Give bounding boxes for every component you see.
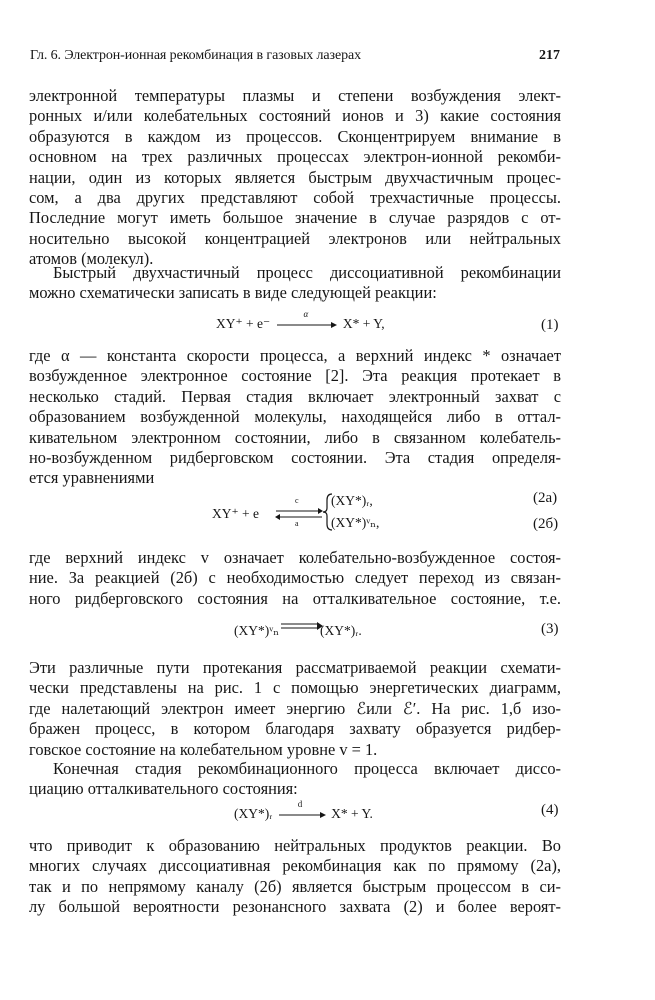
eq2-rate-bottom: a: [295, 519, 299, 528]
eq1-left: XY⁺ + e⁻: [216, 316, 271, 331]
text-line: атомов (молекул).: [29, 249, 154, 269]
eq3-right: (XY*)ᵣ.: [320, 623, 362, 638]
text-line: многих случаях диссоциативная рекомбинация как по прямому (2а),: [29, 856, 561, 876]
text-line: где α — константа скорости процесса, а верхний индекс * означает: [29, 346, 561, 365]
eq2-bottom-product: (XY*)ᵛₙ,: [331, 515, 380, 530]
text-line: сом, а два других представляют собой трехчастичные процессы.: [29, 187, 561, 207]
paragraph-5: [29, 658, 561, 760]
text-line: чески представлены на рис. 1 с помощью энергетических диаграмм,: [29, 678, 561, 698]
right-arrow-icon: [276, 808, 328, 822]
text-line: кивательном электронном состоянии, либо в связанном колебатель-: [29, 427, 561, 447]
text-line: Быстрый двухчастичный процесс диссоциативной рекомбинации: [53, 263, 561, 282]
text-line: ронных и/или колебательных состояний ионов и 3) какие состояния: [29, 106, 561, 126]
equation-2b-number: (2б): [533, 516, 559, 532]
paragraph-6: [29, 759, 561, 800]
text-line: основном на трех различных процессах электрон-ионной рекомби-: [29, 147, 561, 167]
eq4-left: (XY*)ᵣ: [234, 806, 273, 821]
equation-3-number: (3): [541, 621, 559, 637]
eq1-right: X* + Y,: [342, 316, 385, 331]
text-line: нации, один из которых является быстрым двухчастичным процес-: [29, 167, 561, 187]
text-line: ется уравнениями: [29, 468, 155, 488]
text-line: так и по непрямому каналу (2б) является быстрым процессом в си-: [29, 876, 561, 896]
transition-arrow-icon: [280, 616, 324, 636]
running-header: [30, 48, 560, 64]
text-line: но-возбужденном ридберговском состоянии. Эта стадия определя-: [29, 447, 561, 467]
equation-1: [216, 308, 385, 332]
paragraph-3: [29, 346, 561, 489]
eq2-top-product: (XY*)ᵣ,: [331, 493, 373, 508]
equilibrium-arrows-icon: [274, 497, 324, 531]
text-line: говское состояние на колебательном уровне v = 1.: [29, 739, 378, 759]
text-line: носительно высокой концентрацией электронов или нейтральных: [29, 228, 561, 248]
text-line: образованием возбужденной молекулы, находящейся либо в оттал-: [29, 407, 561, 427]
eq4-rate: d: [297, 798, 303, 809]
equation-2a-number: (2а): [533, 490, 558, 506]
page-number: 217: [539, 48, 560, 63]
chapter-title: Гл. 6. Электрон-ионная рекомбинация в газовых лазерах: [30, 48, 362, 63]
text-line: Последние могут иметь большое значение в случае разрядов с от-: [29, 208, 561, 228]
text-line: где налетающий электрон имеет энергию ℰили ℰ′. На рис. 1,б изо-: [29, 698, 561, 718]
eq2-rate-top: c: [295, 496, 299, 505]
text-line: бражен процесс, в котором благодаря захвату образуется ридбер-: [29, 719, 561, 739]
equation-4-number: (4): [541, 802, 559, 818]
text-line: электронной температуры плазмы и степени возбуждения элект-: [29, 86, 561, 105]
text-line: можно схематически записать в виде следующей реакции:: [29, 283, 437, 303]
paragraph-2: [29, 263, 561, 304]
text-line: циацию отталкивательного состояния:: [29, 779, 298, 799]
text-line: что приводит к образованию нейтральных продуктов реакции. Во: [29, 836, 561, 855]
equation-4: [234, 798, 373, 822]
eq4-right: X* + Y.: [331, 806, 373, 821]
text-line: ного ридберговского состояния на отталкивательное состояние, т.е.: [29, 588, 561, 608]
text-line: образуются в каждом из процессов. Сконцентрируем внимание в: [29, 126, 561, 146]
eq1-arrow: [273, 308, 339, 332]
paragraph-7: [29, 836, 561, 918]
text-line: Эти различные пути протекания рассматриваемой реакции схемати-: [29, 658, 561, 677]
text-line: Конечная стадия рекомбинационного процесса включает диссо-: [53, 759, 561, 778]
eq2-left: XY⁺ + e: [212, 506, 259, 521]
eq1-rate: α: [303, 308, 309, 319]
equation-1-number: (1): [541, 317, 559, 333]
text-line: возбужденное электронное состояние [2]. Эта реакция протекает в: [29, 366, 561, 386]
text-line: ние. За реакцией (2б) с необходимостью следует переход из связан-: [29, 568, 561, 588]
paragraph-4: [29, 548, 561, 609]
paragraph-1: [29, 86, 561, 270]
eq4-arrow: [276, 798, 328, 822]
text-line: где верхний индекс v означает колебательно-возбужденное состоя-: [29, 548, 561, 567]
text-line: лу большой вероятности резонансного захвата (2) и более вероят-: [29, 897, 561, 917]
text-line: несколько стадий. Первая стадия включает электронный захват с: [29, 386, 561, 406]
eq3-left: (XY*)ᵛₙ: [234, 623, 280, 638]
right-arrow-icon: [273, 318, 339, 332]
